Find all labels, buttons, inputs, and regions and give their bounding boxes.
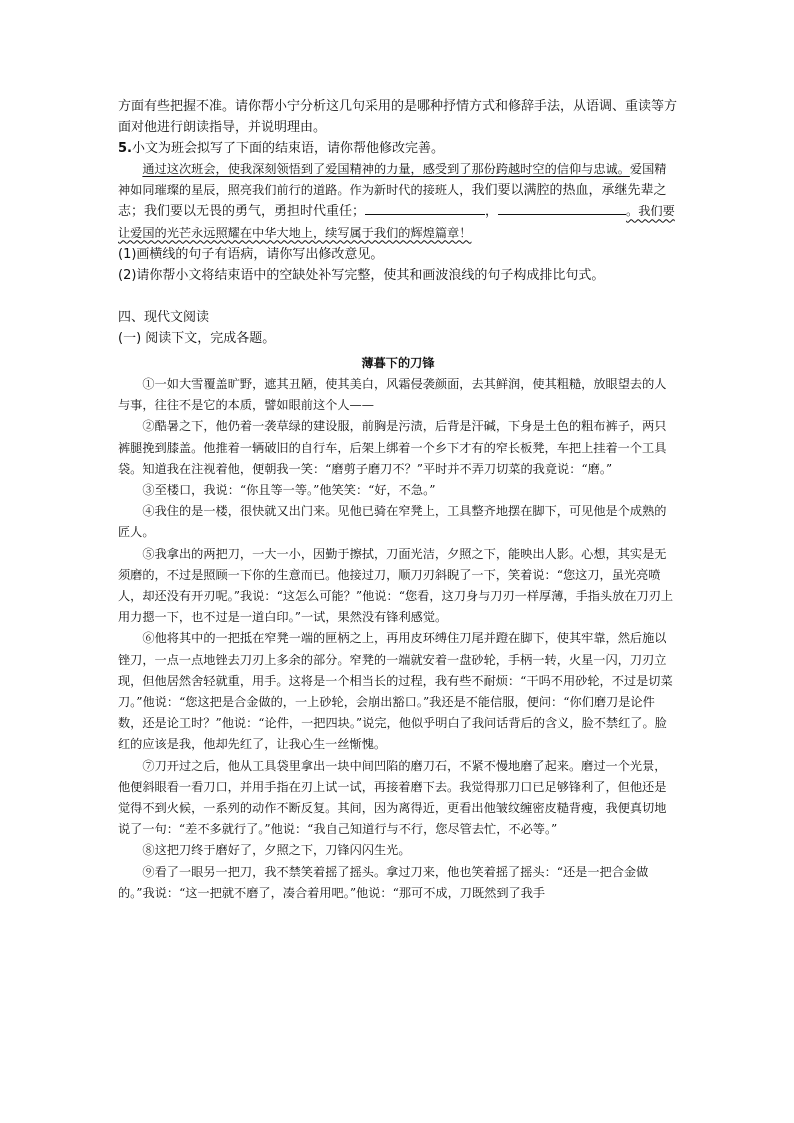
article-paragraph-8: ⑧这把刀终于磨好了，夕照之下，刀锋闪闪生光。 [142, 843, 411, 858]
article-paragraph-4: ④我住的是一楼，很快就又出门来。见他已骑在窄凳上，工具整齐地摆在脚下，可见他是个成熟的匠人。 [118, 504, 667, 540]
sub-question-1: (1)画横线的句子有语病，请你写出修改意见。 [118, 246, 384, 262]
part-heading: (一) 阅读下文，完成各题。 [118, 330, 276, 346]
article-paragraph-2: ②酷暑之下，他仍着一袭草绿的建设服，前胸是污渍，后背是汗碱，下身是土色的粗布裤子，两只裤腿挽到膝盖。他推着一辆破旧的自行车，后架上绑着一个乡下才有的窄长板凳，车把上挂着一个工具袋。知道我在注视着他，便朝我一笑：“磨剪子磨刀不？”平时并不弄刀切菜的我竟说：“磨。” [118, 419, 667, 476]
closing-comma: ， [485, 204, 499, 220]
article-paragraph-7: ⑦刀开过之后，他从工具袋里拿出一块中间凹陷的磨刀石，不紧不慢地磨了起来。磨过一个光景，他便斜眼看一看刀口，并用手指在刃上试一试，再接着磨下去。我觉得那刀口已足够锋利了，但他还是觉得不到火候，一系列的动作不断反复。其间，因为离得近，更看出他皱纹缠密皮糙背瘦，我便真切地说了一句：“差不多就行了。”他说：“我自己知道行与不行，您尽管去忙，不必等。” [118, 758, 667, 837]
article-paragraph-5: ⑤我拿出的两把刀，一大一小，因勤于擦拭，刀面光洁，夕照之下，能映出人影。心想，其实是无须磨的，不过是照顾一下你的生意而已。他接过刀，顺刀刃斜睨了一下，笑着说：“您这刀，虽光亮喷人，却还没有开刃呢。”我说：“这怎么可能？”他说：“您看，这刀身与刀刃一样厚薄，手指头放在刀刃上用力摁一下，也不过是一道白印。”一试，果然没有锋利感觉。 [118, 546, 674, 625]
question-5 [118, 138, 678, 159]
question-5-number: 5. [118, 141, 132, 156]
article-title: 薄暮下的刀锋 [361, 355, 435, 370]
article-paragraph-3: ③至楼口，我说：“你且等一等。”他笑笑：“好，不急。” [142, 483, 436, 498]
article-paragraph-9: ⑨看了一眼另一把刀，我不禁笑着摇了摇头。拿过刀来，他也笑着摇了摇头：“还是一把合金做的。”我说：“这一把就不磨了，凑合着用吧。”他说：“那可不成，刀既然到了我手 [118, 864, 649, 900]
question-intro-line: 方面有些把握不准。请你帮小宁分析这几句采用的是哪种抒情方式和修辞手法，从语调、重读等方面对他进行朗读指导，并说明理由。 [118, 99, 678, 135]
question-5-text: 小文为班会拟写了下面的结束语，请你帮他修改完善。 [131, 141, 444, 156]
fill-in-blank-1[interactable] [365, 201, 485, 215]
closing-plain-sentence-1: 爱国精神如同璀璨的星辰，照亮我们前行的道路。作为新时代的接班人， [118, 162, 667, 198]
section-gap [118, 286, 678, 307]
sub-question-2: (2)请你帮小文将结束语中的空缺处补写完整，使其和画波浪线的句子构成排比句式。 [118, 267, 605, 283]
closing-wavy-sentence: 。我们要让爱国的光芒永远照耀在中华大地上，续写属于我们的辉煌篇章！ [118, 204, 675, 240]
fill-in-blank-2[interactable] [498, 201, 626, 215]
article-paragraph-1: ①一如大雪覆盖旷野，遮其丑陋，使其美白，风霜侵袭颜面，去其鲜润，使其粗糙，放眼望去的人与事，往往不是它的本质，譬如眼前这个人—— [118, 377, 667, 413]
closing-remarks [118, 159, 678, 244]
document-content [118, 96, 678, 904]
closing-underlined-sentence: 通过这次班会，使我深刻领悟到了爱国精神的力量，感受到了那份跨越时空的信仰与忠诚。 [142, 162, 630, 176]
closing-plain-sentence-2: 我们要以满腔的热血，承继先辈之志；我们要以无畏的勇气，勇担时代重任； [118, 183, 667, 220]
article-paragraph-6: ⑥他将其中的一把抵在窄凳一端的匣柄之上，再用皮环缚住刀尾并蹬在脚下，使其牢靠，然后施以锉刀，一点一点地锉去刀刃上多余的部分。窄凳的一端就安着一盘砂轮，手柄一转，火星一闪，刀刃立现，但他居然舍轻就重，用手。这将是一个相当长的过程，我有些不耐烦：“干吗不用砂轮，不过是切菜刀。”他说：“您这把是合金做的，一上砂轮，会崩出豁口。”我还是不能信服，便问：“你们磨刀是论件数，还是论工时？”他说：“论件，一把四块。”说完，他似乎明白了我问话背后的含义，脸不禁红了。脸红的应该是我，他却先红了，让我心生一丝惭愧。 [118, 631, 673, 752]
section-heading: 四、现代文阅读 [118, 309, 210, 325]
